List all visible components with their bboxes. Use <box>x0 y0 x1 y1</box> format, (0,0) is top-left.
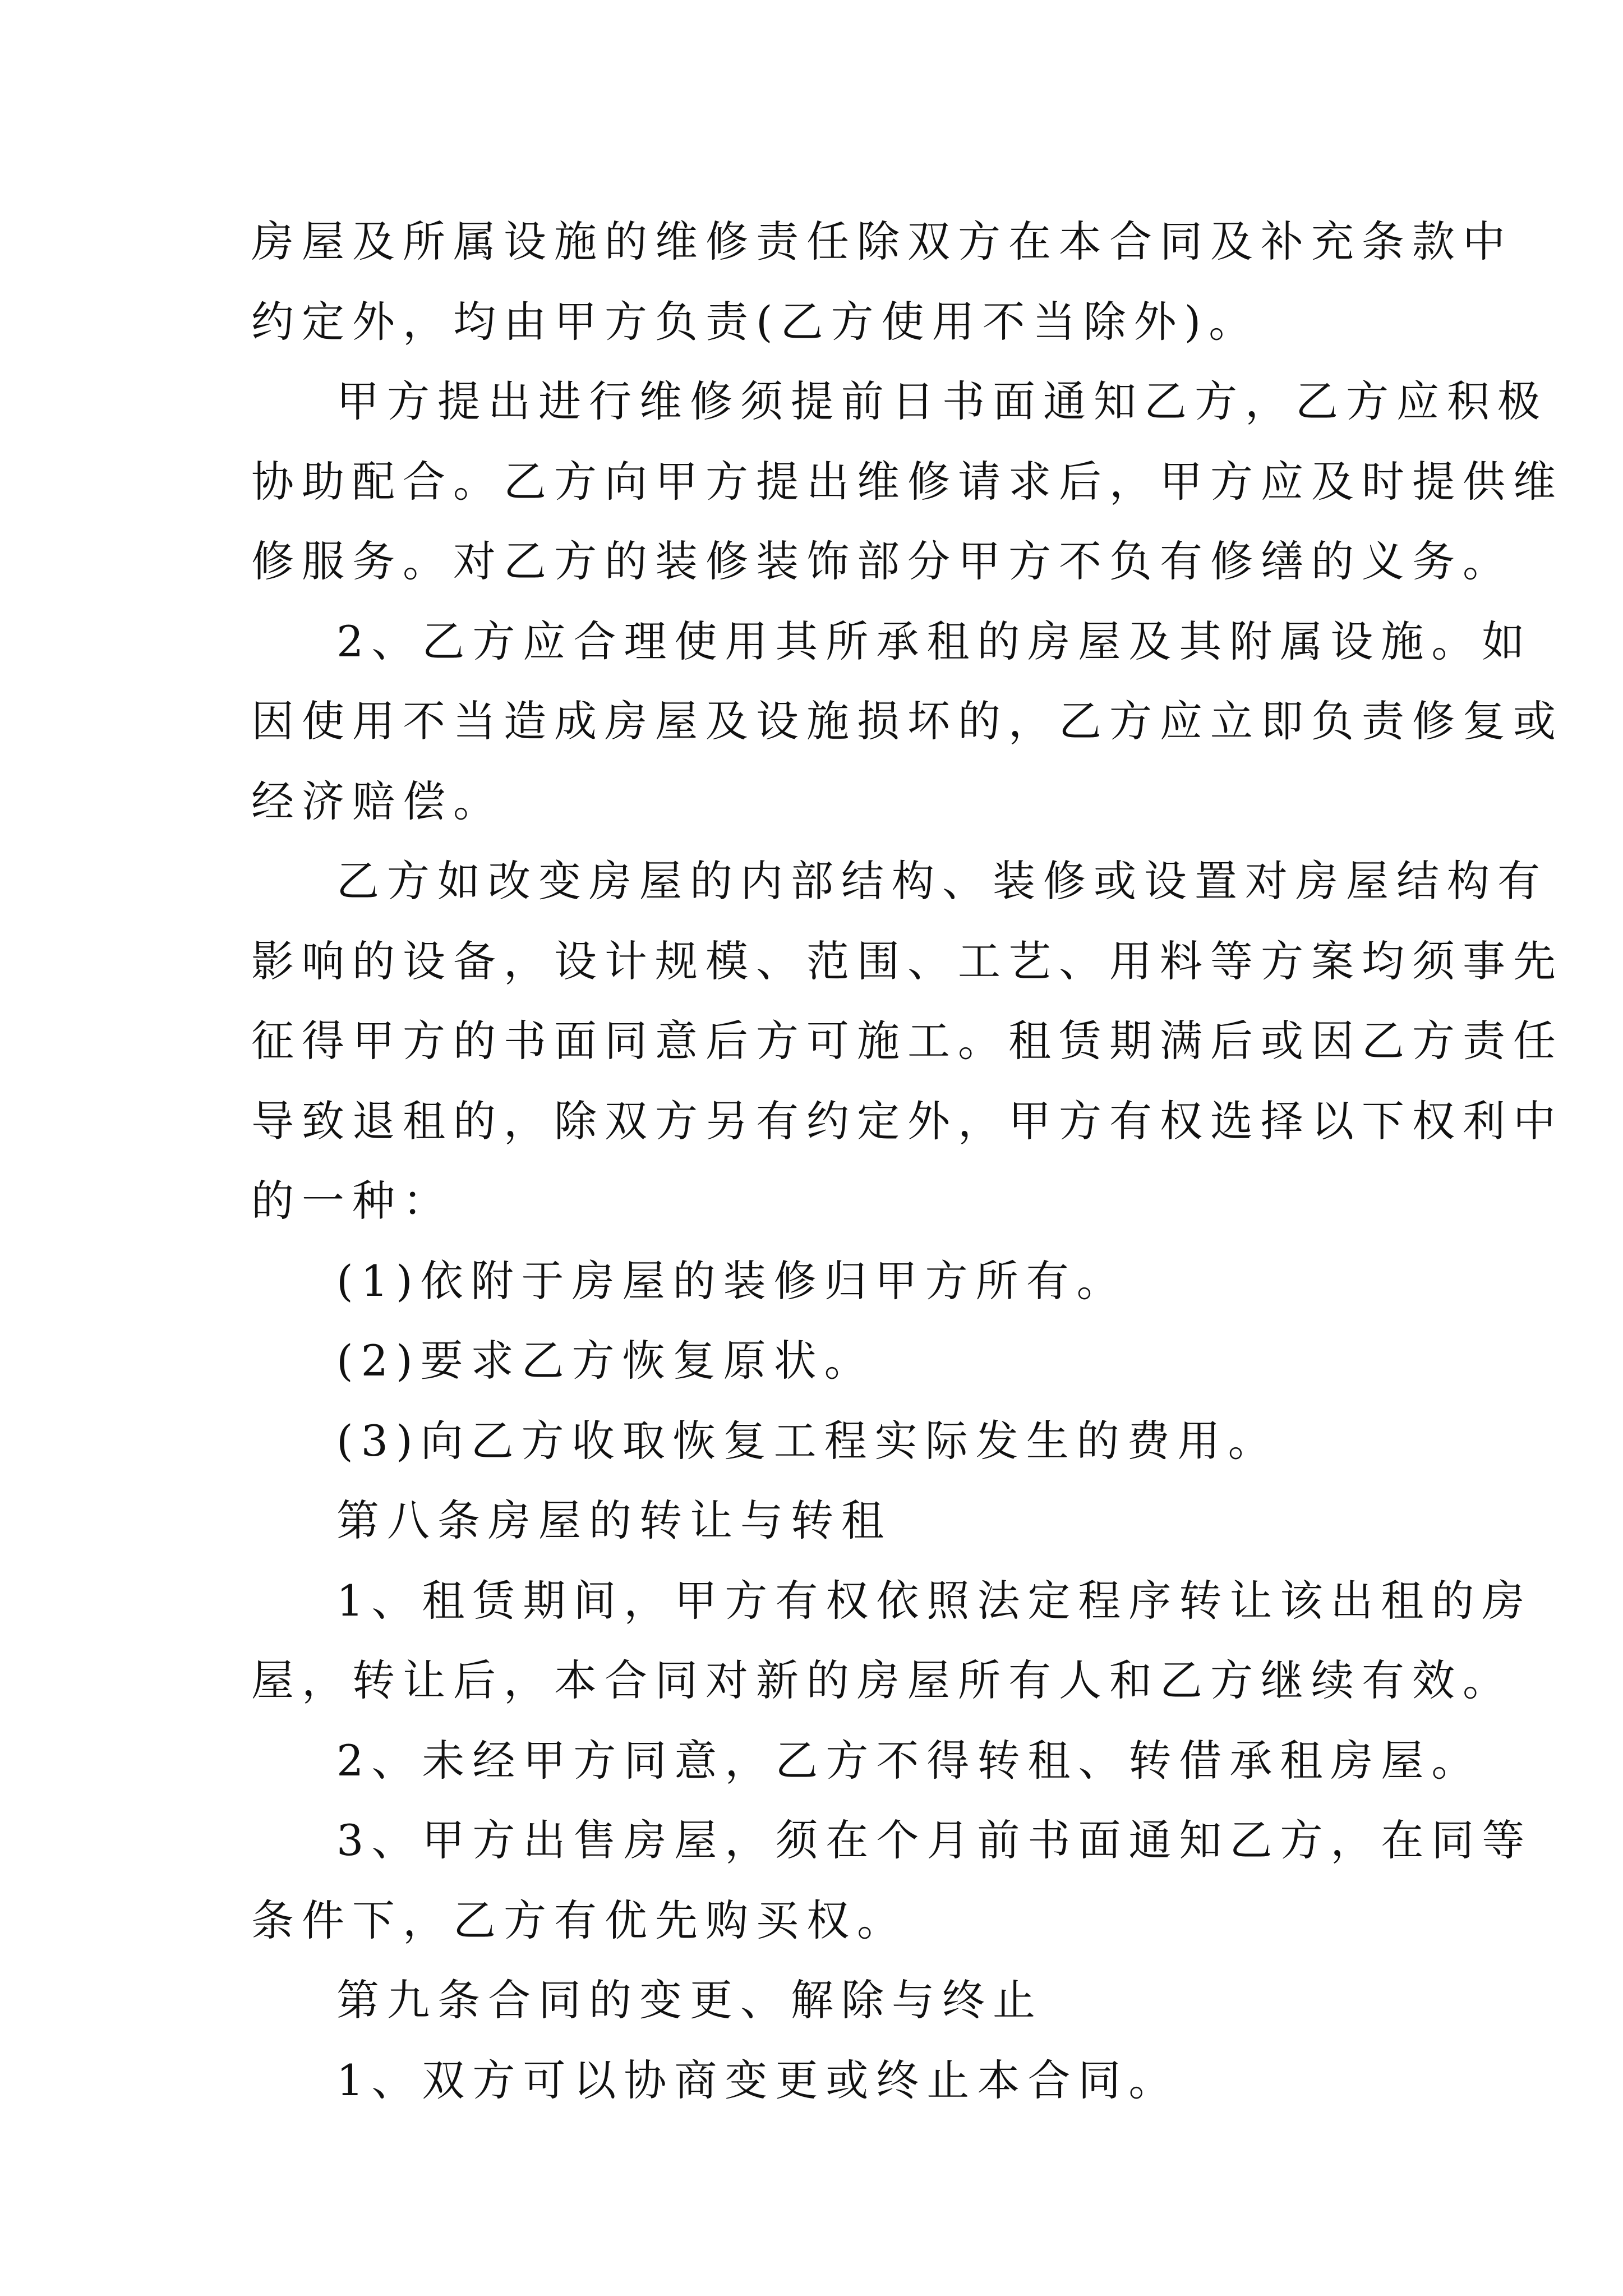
text-line: 乙方如改变房屋的内部结构、装修或设置对房屋结构有 <box>336 856 1548 906</box>
text-line: 经济赔偿。 <box>251 776 504 826</box>
paragraph-article-8-clause-1 <box>251 1561 1533 1721</box>
text-line: 1、租赁期间，甲方有权依照法定程序转让该出租的房 <box>336 1575 1533 1626</box>
section-heading: 第九条合同的变更、解除与终止 <box>336 1975 1043 2025</box>
paragraph-article-8-clause-3 <box>251 1801 1533 1961</box>
text-line: 的一种： <box>251 1176 453 1226</box>
text-line: 因使用不当造成房屋及设施损坏的，乙方应立即负责修复或 <box>251 696 1564 746</box>
text-line: 协助配合。乙方向甲方提出维修请求后，甲方应及时提供维 <box>251 456 1564 507</box>
section-heading: 第八条房屋的转让与转租 <box>336 1496 892 1545</box>
list-item-option-1 <box>251 1241 1384 1322</box>
paragraph-repair-notice <box>251 362 1564 602</box>
text-line: 修服务。对乙方的装修装饰部分甲方不负有修缮的义务。 <box>251 536 1513 586</box>
text-line: 影响的设备，设计规模、范围、工艺、用料等方案均须事先 <box>251 936 1564 986</box>
text-line: 2、未经甲方同意，乙方不得转租、转借承租房屋。 <box>336 1735 1482 1786</box>
text-line: (2)要求乙方恢复原状。 <box>336 1336 875 1386</box>
text-line: 2、乙方应合理使用其所承租的房屋及其附属设施。如 <box>336 616 1533 666</box>
text-line: 约定外，均由甲方负责(乙方使用不当除外)。 <box>251 296 1260 347</box>
text-line: 1、双方可以协商变更或终止本合同。 <box>336 2055 1179 2105</box>
article-9-heading <box>251 1961 1384 2041</box>
text-line: (3)向乙方收取恢复工程实际发生的费用。 <box>336 1415 1279 1466</box>
text-line: 房屋及所属设施的维修责任除双方在本合同及补充条款中 <box>251 217 1513 266</box>
text-line: 屋，转让后，本合同对新的房屋所有人和乙方继续有效。 <box>251 1655 1513 1705</box>
text-line: 3、甲方出售房屋，须在个月前书面通知乙方，在同等 <box>336 1815 1533 1865</box>
text-line: 条件下，乙方有优先购买权。 <box>251 1895 907 1945</box>
text-line: 征得甲方的书面同意后方可施工。租赁期满后或因乙方责任 <box>251 1016 1564 1066</box>
list-item-option-2 <box>251 1321 1384 1401</box>
paragraph-structure-change <box>251 841 1564 1241</box>
paragraph-clause-2 <box>251 602 1564 842</box>
paragraph-article-8-clause-2 <box>251 1721 1482 1801</box>
article-8-heading <box>251 1481 1384 1561</box>
paragraph-article-9-clause-1 <box>251 2041 1384 2121</box>
text-line: 甲方提出进行维修须提前日书面通知乙方，乙方应积极 <box>336 376 1548 426</box>
list-item-option-3 <box>251 1401 1384 1481</box>
paragraph-repair-responsibility <box>251 202 1513 362</box>
text-line: 导致退租的，除双方另有约定外，甲方有权选择以下权利中 <box>251 1096 1564 1146</box>
document-body <box>251 202 1564 2120</box>
text-line: (1)依附于房屋的装修归甲方所有。 <box>336 1255 1127 1306</box>
